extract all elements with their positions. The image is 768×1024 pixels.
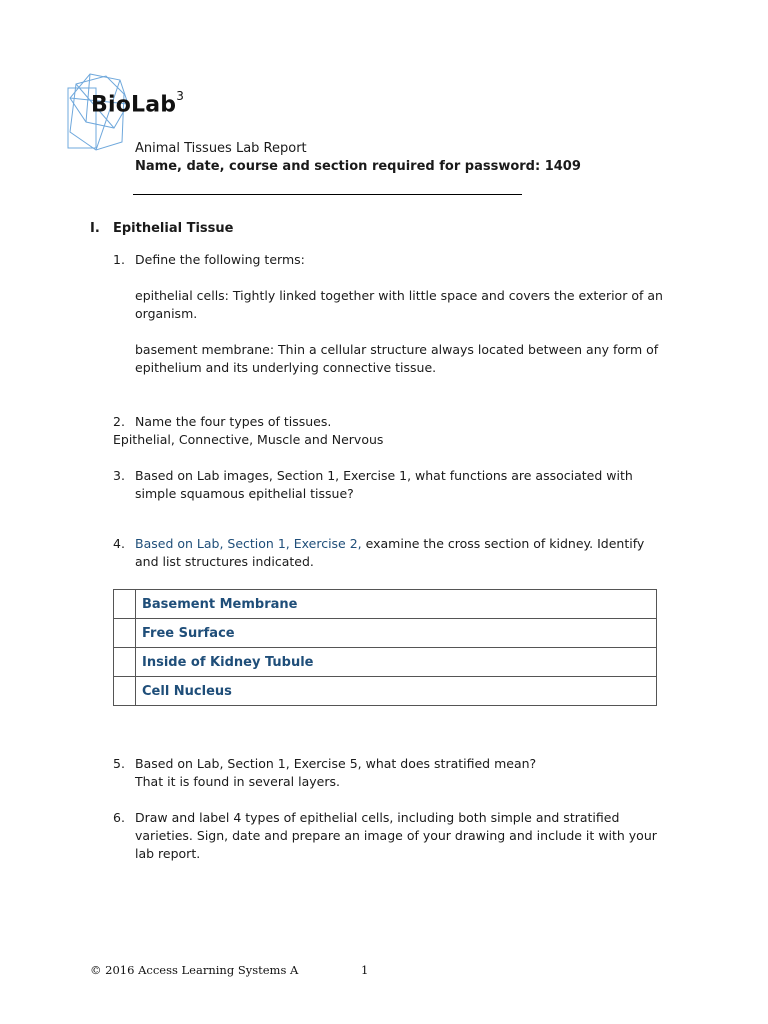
q1-term1-line2: organism. (135, 306, 198, 321)
report-title: Animal Tissues Lab Report (135, 141, 307, 156)
brand-name: BioLab (91, 92, 177, 118)
q5-answer: That it is found in several layers. (135, 774, 340, 789)
q5-prompt: Based on Lab, Section 1, Exercise 5, what does stratified mean? (135, 756, 537, 771)
table-mark-cell[interactable] (114, 648, 136, 677)
q6-line3: lab report. (135, 846, 201, 861)
q4-number: 4. (113, 536, 125, 551)
q4-ref-lab: Based on Lab, (135, 536, 224, 551)
table-label-cell: Free Surface (136, 619, 657, 648)
q6-line1: Draw and label 4 types of epithelial cells, including both simple and stratified (135, 810, 620, 825)
q1-term1-line1: epithelial cells: Tightly linked together with little space and covers the exterior of an (135, 288, 663, 303)
q1-term2-line2: epithelium and its underlying connective tissue. (135, 360, 437, 375)
q4-rest: examine the cross section of kidney. Identify (365, 536, 645, 551)
q1-prompt: Define the following terms: (135, 252, 305, 267)
name-entry-line (133, 194, 522, 195)
table-label-cell: Basement Membrane (136, 590, 657, 619)
table-mark-cell[interactable] (114, 677, 136, 706)
table-row (114, 648, 657, 677)
table-label-cell: Inside of Kidney Tubule (136, 648, 657, 677)
table-mark-cell[interactable] (114, 619, 136, 648)
table-row (114, 677, 657, 706)
q2-prompt: Name the four types of tissues. (135, 414, 332, 429)
q2-answer: Epithelial, Connective, Muscle and Nervous (113, 432, 384, 447)
q3-line1: Based on Lab images, Section 1, Exercise 1, what functions are associated with (135, 468, 633, 483)
table-row (114, 619, 657, 648)
report-subtitle: Name, date, course and section required for password: 1409 (135, 159, 581, 174)
structures-table (113, 589, 657, 706)
q2-number: 2. (113, 414, 125, 429)
q1-number: 1. (113, 252, 125, 267)
q6-line2: varieties. Sign, date and prepare an image of your drawing and include it with your (135, 828, 657, 843)
footer-copyright: © 2016 Access Learning Systems A (90, 963, 299, 977)
table-label-cell: Cell Nucleus (136, 677, 657, 706)
q3-number: 3. (113, 468, 125, 483)
section-title: Epithelial Tissue (113, 221, 234, 236)
q3-line2: simple squamous epithelial tissue? (135, 486, 354, 501)
section-number: I. (90, 221, 100, 236)
q1-term2-line1: basement membrane: Thin a cellular structure always located between any form of (135, 342, 659, 357)
q5-number: 5. (113, 756, 125, 771)
q4-ref-section: Section 1, (227, 536, 290, 551)
q6-number: 6. (113, 810, 125, 825)
q4-ref-exercise: Exercise 2, (293, 536, 362, 551)
q4-line1 (135, 535, 644, 553)
table-mark-cell[interactable] (114, 590, 136, 619)
footer-page-number: 1 (361, 963, 369, 977)
brand-logo (91, 89, 185, 118)
table-row (114, 590, 657, 619)
q4-line2: and list structures indicated. (135, 554, 314, 569)
brand-superscript: 3 (176, 89, 185, 103)
